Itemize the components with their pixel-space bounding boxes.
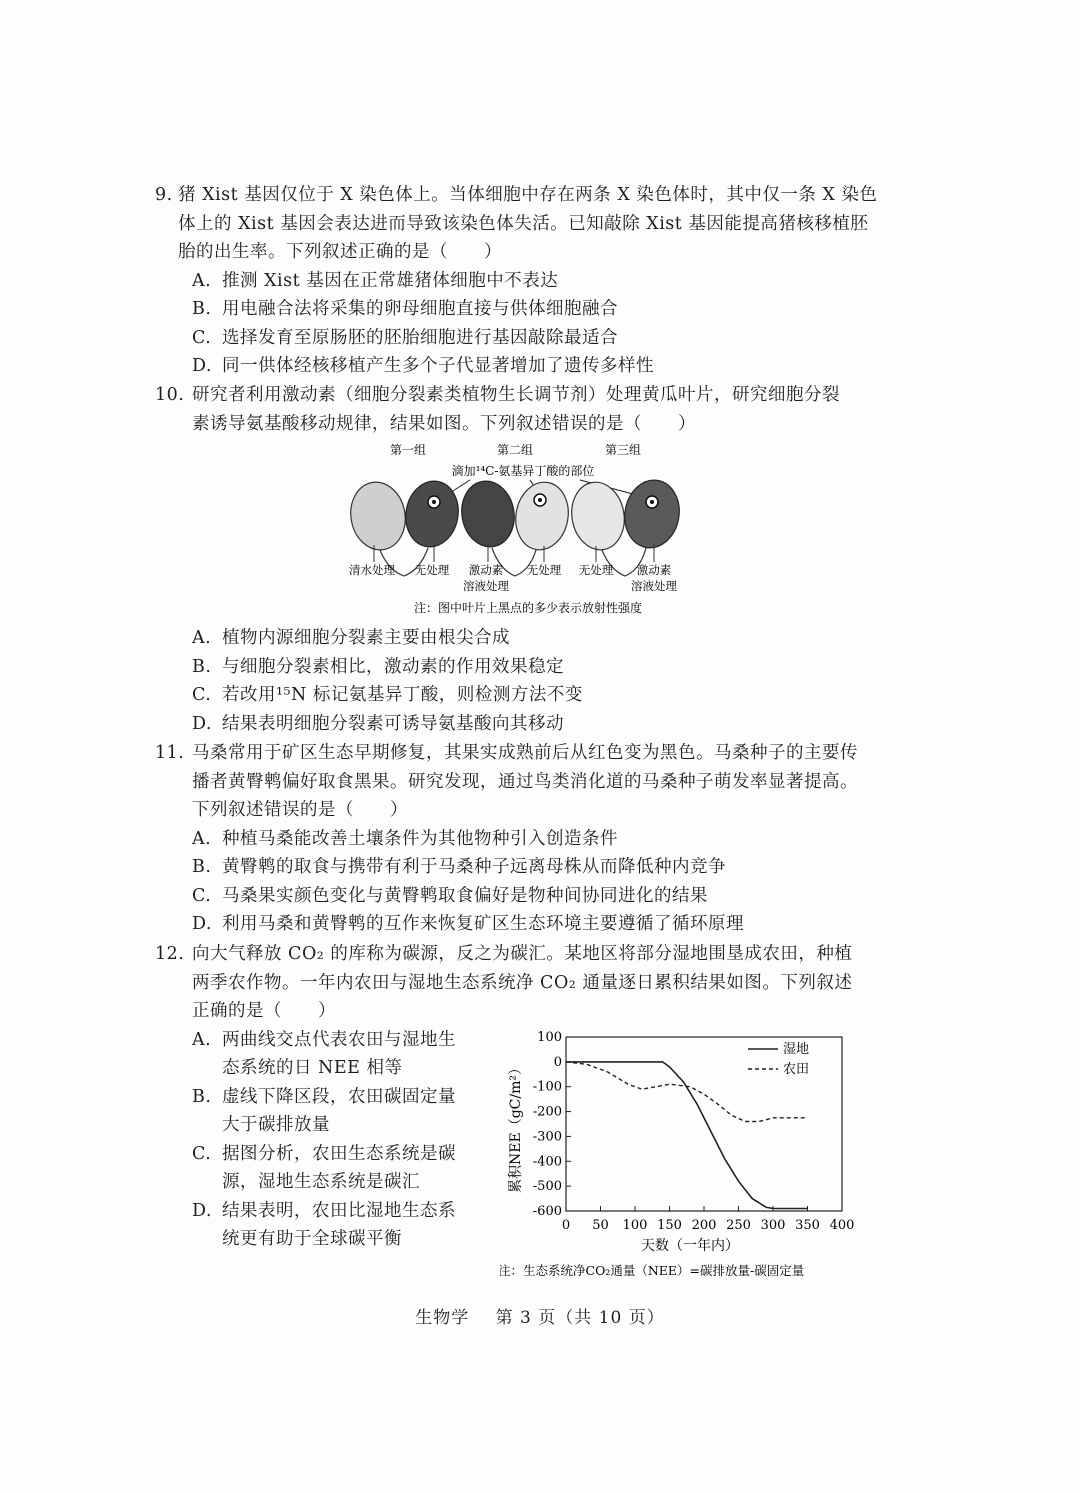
leaf	[346, 478, 411, 554]
group-3-label: 第三组	[604, 443, 642, 457]
leaf-label: 溶液处理	[463, 579, 509, 593]
stem-line: 两季农作物。一年内农田与湿地生态系统净 CO₂ 通量逐日累积结果如图。下列叙述	[192, 972, 853, 993]
legend-wetland: 湿地	[783, 1042, 810, 1057]
x-tick-label: 250	[726, 1218, 751, 1233]
nee-chart	[500, 1025, 890, 1289]
chart-axes	[533, 1030, 855, 1233]
y-tick-label: -400	[532, 1154, 562, 1170]
legend-farmland: 农田	[783, 1062, 810, 1077]
option-d: D. 同一供体经核移植产生多个子代显著增加了遗传多样性	[192, 356, 654, 376]
y-tick-label: -200	[532, 1104, 562, 1120]
leaf-label: 无处理	[578, 563, 614, 577]
option-c: C. 若改用¹⁵N 标记氨基异丁酸，则检测方法不变	[192, 685, 583, 705]
chart-note: 注：生态系统净CO₂通量（NEE）=碳排放量-碳固定量	[500, 1263, 805, 1278]
question-number: 11.	[155, 743, 185, 763]
drop-dot	[538, 498, 542, 502]
footer-subject: 生物学	[415, 1308, 470, 1328]
stem-line: 素诱导氨基酸移动规律，结果如图。下列叙述错误的是（ ）	[192, 413, 696, 434]
group-1-label: 第一组	[389, 443, 427, 457]
x-axis-label: 天数（一年内）	[641, 1238, 739, 1254]
option-b: B. 与细胞分裂素相比，激动素的作用效果稳定	[192, 656, 564, 677]
option-d: D. 利用马桑和黄臀鹎的互作来恢复矿区生态环境主要遵循了循环原理	[192, 914, 744, 934]
drop-site-label: 滴加¹⁴C-氨基异丁酸的部位	[451, 464, 595, 478]
y-tick-label: -300	[532, 1129, 562, 1145]
x-tick-label: 350	[795, 1218, 820, 1233]
option-a: A. 推测 Xist 基因在正常雄猪体细胞中不表达	[192, 270, 559, 291]
y-tick-label: 0	[553, 1054, 562, 1070]
question-stem	[192, 940, 890, 1026]
option-d: D. 结果表明，农田比湿地生态系 统更有助于全球碳平衡	[192, 1200, 456, 1249]
x-tick-label: 100	[622, 1218, 648, 1233]
x-tick-label: 300	[760, 1218, 786, 1233]
x-tick-label: 150	[657, 1218, 682, 1233]
option-a: A. 植物内源细胞分裂素主要由根尖合成	[192, 628, 510, 648]
question-stem	[178, 181, 890, 267]
chart-legend	[748, 1041, 809, 1077]
farmland-line	[566, 1062, 808, 1122]
option-c: C. 马桑果实颜色变化与黄臀鹎取食偏好是物种间协同进化的结果	[192, 885, 708, 906]
stem-line: 向大气释放 CO₂ 的库称为碳源，反之为碳汇。某地区将部分湿地围垦成农田，种植	[192, 944, 853, 964]
y-tick-label: -100	[532, 1079, 562, 1095]
leaf	[510, 478, 573, 554]
leaf-group-1	[346, 477, 464, 576]
x-tick-label: 0	[561, 1218, 571, 1233]
wetland-line	[566, 1062, 808, 1209]
option-b: B. 黄臀鹎的取食与携带有利于马桑种子远离母株从而降低种内竞争	[192, 857, 726, 877]
question-9	[155, 181, 890, 381]
option-b: B. 虚线下降区段，农田碳固定量 大于碳排放量	[192, 1086, 456, 1135]
leaf-group-2	[457, 477, 574, 576]
leaf	[401, 477, 464, 551]
stem-line: 体上的 Xist 基因会表达进而导致该染色体失活。已知敲除 Xist 基因能提高猪核移植胚	[178, 213, 869, 234]
leaf-label: 溶液处理	[631, 579, 677, 593]
stem-line: 播者黄臀鹎偏好取食黑果。研究发现，通过鸟类消化道的马桑种子萌发率显著提高。	[192, 771, 858, 792]
stem-line: 马桑常用于矿区生态早期修复，其果实成熟前后从红色变为黑色。马桑种子的主要传	[192, 743, 858, 763]
leaf	[457, 477, 520, 551]
option-a: A. 两曲线交点代表农田与湿地生 态系统的日 NEE 相等	[192, 1029, 456, 1078]
nee-chart-svg	[500, 1025, 890, 1285]
stem-line: 正确的是（ ）	[192, 1001, 336, 1021]
page-footer	[0, 1303, 1080, 1328]
y-tick-label: -500	[532, 1179, 562, 1195]
question-number: 9.	[155, 185, 173, 205]
y-tick-label: -600	[532, 1204, 562, 1219]
leaf-label: 清水处理	[349, 563, 395, 577]
option-b: B. 用电融合法将采集的卵母细胞直接与供体细胞融合	[192, 299, 618, 319]
leaf	[620, 476, 685, 552]
stem-line: 猪 Xist 基因仅位于 X 染色体上。当体细胞中存在两条 X 染色体时，其中仅一条 X 染色	[178, 185, 878, 205]
question-number: 12.	[155, 944, 185, 964]
leaf-experiment-figure	[330, 440, 730, 620]
question-number: 10.	[155, 385, 185, 405]
leaf-label: 激动素	[468, 563, 504, 577]
stem-line: 胎的出生率。下列叙述正确的是（ ）	[178, 242, 502, 262]
x-tick-label: 400	[829, 1218, 855, 1233]
stem-line: 研究者利用激动素（细胞分裂素类植物生长调节剂）处理黄瓜叶片，研究细胞分裂	[192, 385, 840, 405]
question-stem	[192, 739, 890, 825]
question-10-options	[155, 624, 890, 738]
leaf	[566, 478, 629, 554]
x-tick-label: 200	[691, 1218, 717, 1233]
y-tick-label: 100	[537, 1030, 562, 1045]
drop-dot	[432, 500, 436, 504]
option-c: C. 选择发育至原肠胚的胚胎细胞进行基因敲除最适合	[192, 327, 618, 348]
question-11	[155, 739, 890, 939]
option-c: C. 据图分析，农田生态系统是碳 源，湿地生态系统是碳汇	[192, 1143, 456, 1192]
leaf-label: 激动素	[636, 563, 672, 577]
question-10	[155, 381, 890, 438]
leaf-label: 无处理	[526, 563, 562, 577]
drop-dot	[650, 500, 654, 504]
group-2-label: 第二组	[496, 443, 534, 457]
chart-lines	[566, 1062, 808, 1209]
question-stem	[192, 381, 890, 438]
option-d: D. 结果表明细胞分裂素可诱导氨基酸向其移动	[192, 713, 564, 734]
option-a: A. 种植马桑能改善土壤条件为其他物种引入创造条件	[192, 828, 618, 849]
leaf-label: 无处理	[414, 563, 450, 577]
leaf-group-3	[566, 476, 684, 576]
figure-note: 注：图中叶片上黑点的多少表示放射性强度	[413, 601, 643, 615]
question-12-options	[155, 1026, 465, 1254]
stem-line: 下列叙述错误的是（ ）	[192, 800, 408, 820]
y-axis-label: 累积NEE（gC/m²）	[508, 1061, 524, 1193]
x-tick-label: 50	[592, 1218, 609, 1233]
footer-page-number: 第 3 页（共 10 页）	[495, 1308, 665, 1328]
